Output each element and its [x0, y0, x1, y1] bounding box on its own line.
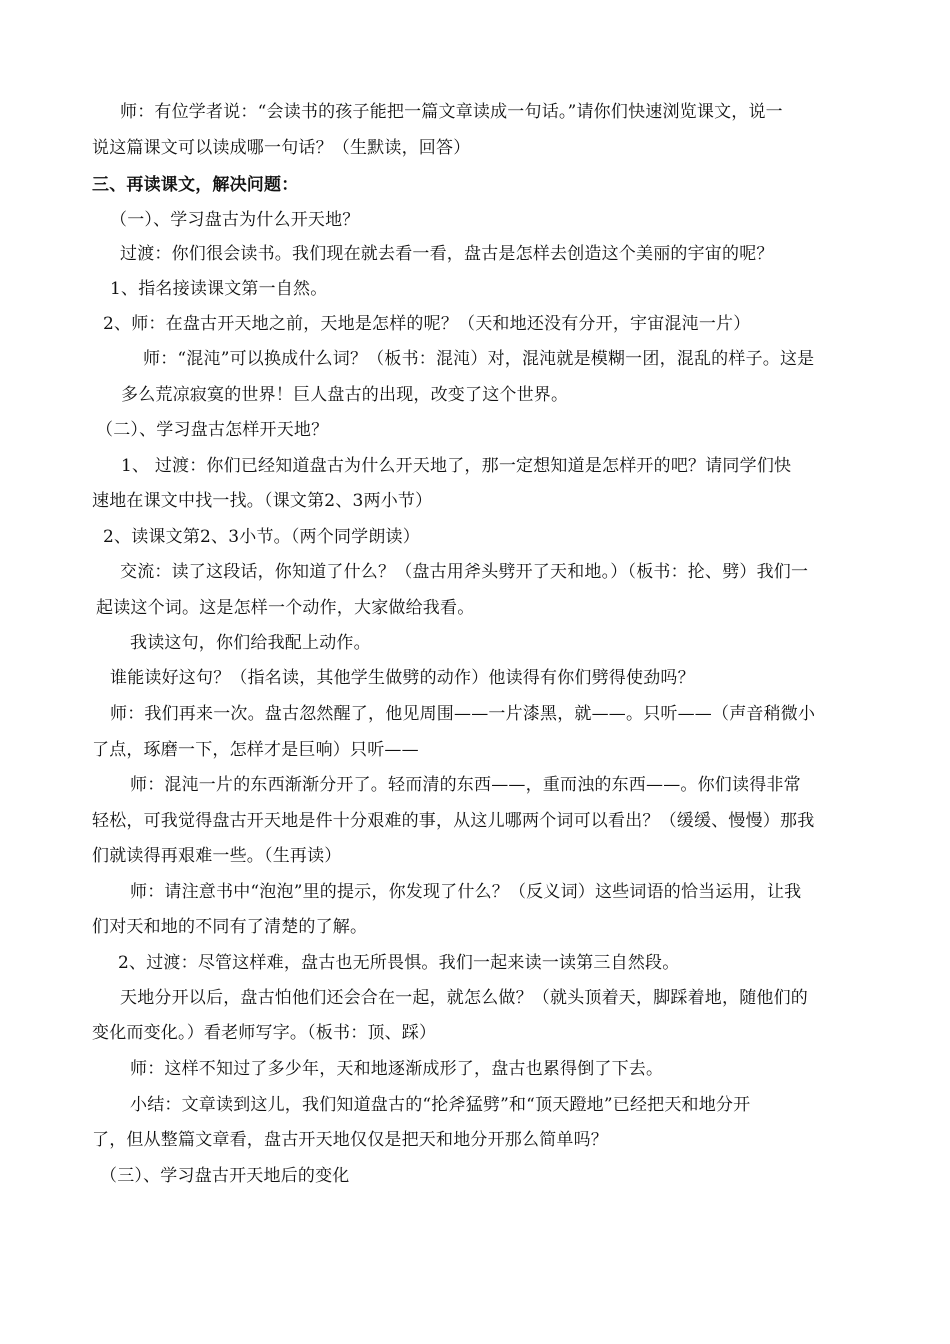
subsection-heading: （一）、学习盘古为什么开天地？ — [110, 210, 360, 230]
list-item: 2、读课文第2、3小节。（两个同学朗读） — [103, 527, 420, 547]
paragraph-line: 们就读得再艰难一些。（生再读） — [92, 846, 342, 866]
list-item: 2、师：在盘古开天地之前，天地是怎样的呢？（天和地还没有分开，宇宙混沌一片） — [103, 314, 751, 334]
list-item: 2、过渡：尽管这样难，盘古也无所畏惧。我们一起来读一读第三自然段。 — [118, 953, 680, 973]
paragraph-line: 师：混沌一片的东西渐渐分开了。轻而清的东西——，重而浊的东西——。你们读得非常 — [130, 775, 801, 795]
subsection-heading: （三）、学习盘古开天地后的变化 — [100, 1166, 350, 1186]
list-item: 1、 过渡：你们已经知道盘古为什么开天地了，那一定想知道是怎样开的吧？请同学们快 — [121, 456, 792, 476]
paragraph-line: 小结：文章读到这儿，我们知道盘古的“抡斧猛劈”和“顶天蹬地”已经把天和地分开 — [130, 1095, 751, 1115]
paragraph-line: 起读这个词。这是怎样一个动作，大家做给我看。 — [96, 598, 475, 618]
paragraph-line: 交流：读了这段话，你知道了什么？（盘古用斧头劈开了天和地。）（板书：抡、劈）我们一 — [120, 562, 809, 582]
section-heading: 三、再读课文，解决问题： — [92, 175, 299, 195]
paragraph-line: 们对天和地的不同有了清楚的了解。 — [92, 917, 368, 937]
paragraph-line: 了，但从整篇文章看，盘古开天地仅仅是把天和地分开那么简单吗？ — [92, 1130, 608, 1150]
paragraph-line: 师：这样不知过了多少年，天和地逐渐成形了，盘古也累得倒了下去。 — [130, 1059, 664, 1079]
subsection-heading: （二）、学习盘古怎样开天地？ — [96, 420, 329, 440]
paragraph-line: 过渡：你们很会读书。我们现在就去看一看，盘古是怎样去创造这个美丽的宇宙的呢？ — [120, 244, 774, 264]
paragraph-line: 师：有位学者说：“会读书的孩子能把一篇文章读成一句话。”请你们快速浏览课文，说一 — [120, 102, 783, 122]
paragraph-line: 谁能读好这句？（指名读，其他学生做劈的动作）他读得有你们劈得使劲吗？ — [110, 668, 695, 688]
paragraph-line: 师：请注意书中“泡泡”里的提示，你发现了什么？（反义词）这些词语的恰当运用，让我 — [130, 882, 802, 902]
paragraph-line: 多么荒凉寂寞的世界！巨人盘古的出现，改变了这个世界。 — [121, 385, 569, 405]
paragraph-line: 师：“混沌”可以换成什么词？（板书：混沌）对，混沌就是模糊一团，混乱的样子。这是 — [143, 349, 815, 369]
paragraph-line: 师：我们再来一次。盘古忽然醒了，他见周围——一片漆黑，就——。只听——（声音稍微小 — [110, 704, 816, 724]
paragraph-line: 我读这句，你们给我配上动作。 — [130, 633, 371, 653]
paragraph-line: 说这篇课文可以读成哪一句话？（生默读，回答） — [92, 138, 471, 158]
list-item: 1、指名接读课文第一自然。 — [110, 279, 328, 299]
paragraph-line: 变化而变化。）看老师写字。（板书：顶、踩） — [92, 1023, 437, 1043]
paragraph-line: 速地在课文中找一找。（课文第2、3两小节） — [92, 491, 433, 511]
paragraph-line: 轻松，可我觉得盘古开天地是件十分艰难的事，从这儿哪两个词可以看出？（缓缓、慢慢）那我 — [92, 811, 815, 831]
paragraph-line: 天地分开以后，盘古怕他们还会合在一起，就怎么做？（就头顶着天，脚踩着地，随他们的 — [120, 988, 808, 1008]
paragraph-line: 了点，琢磨一下，怎样才是巨响）只听—— — [92, 740, 419, 760]
